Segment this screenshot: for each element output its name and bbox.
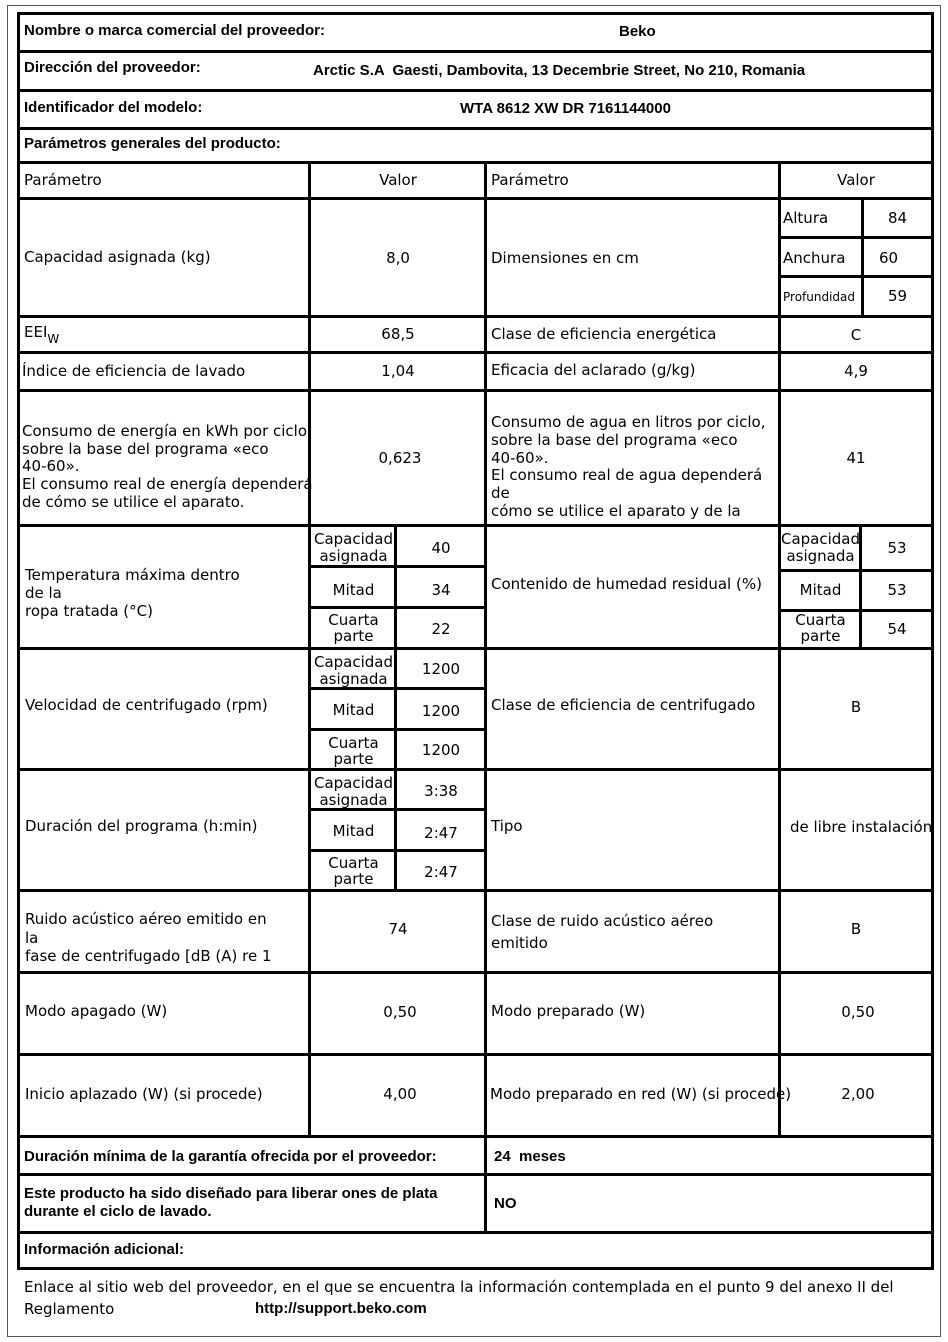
- grid-line: [17, 1231, 934, 1234]
- water-consumption-value: 41: [846, 449, 866, 467]
- grid-line: [778, 236, 934, 239]
- grid-line: [17, 1053, 934, 1056]
- address-label: Dirección del proveedor:: [24, 59, 201, 76]
- spin-quarter-value: 1200: [421, 741, 461, 759]
- spin-quarter-label: Cuarta parte: [328, 734, 379, 768]
- duration-half-label: Mitad: [332, 822, 375, 840]
- warranty-label: Duración mínima de la garantía ofrecida por el proveedor:: [24, 1148, 437, 1165]
- grid-line: [308, 849, 487, 852]
- model-label: Identificador del modelo:: [24, 99, 203, 116]
- temperature-quarter-label: Cuarta parte: [328, 611, 379, 645]
- energy-class-value: C: [850, 326, 862, 344]
- type-value: de libre instalación: [790, 818, 933, 836]
- column-header-param-left: Parámetro: [24, 171, 102, 189]
- width-label: Anchura: [783, 249, 846, 267]
- supplier-link-description: Enlace al sitio web del proveedor, en el que se encuentra la información contemplada en el punto 9 del anexo II del: [24, 1278, 894, 1296]
- moisture-quarter-value: 54: [887, 620, 907, 638]
- grid-line: [778, 161, 781, 1138]
- network-standby-value: 2,00: [841, 1085, 875, 1103]
- duration-rated-value: 3:38: [424, 782, 458, 800]
- grid-line: [17, 647, 934, 650]
- capacity-value: 8,0: [386, 249, 410, 267]
- grid-line: [308, 161, 311, 1138]
- spin-rated-label: Capacidad asignada: [313, 653, 394, 688]
- grid-line: [17, 12, 20, 1270]
- noise-class-label: Clase de ruido acústico aéreo emitido: [491, 912, 714, 952]
- temperature-half-label: Mitad: [332, 581, 375, 599]
- grid-line: [17, 1173, 934, 1176]
- spin-half-label: Mitad: [332, 701, 375, 719]
- standby-mode-label: Modo preparado (W): [491, 1002, 646, 1020]
- noise-label: Ruido acústico aéreo emitido en la fase de centrifugado [dB (A) re 1: [25, 910, 272, 965]
- noise-value: 74: [388, 920, 408, 938]
- spin-half-value: 1200: [421, 702, 461, 720]
- grid-line: [308, 606, 487, 609]
- duration-rated-label: Capacidad asignada: [313, 774, 394, 809]
- supplier-website-link[interactable]: http://support.beko.com: [255, 1300, 427, 1317]
- width-value: 60: [879, 249, 899, 267]
- grid-line: [778, 569, 934, 572]
- duration-quarter-label: Cuarta parte: [328, 854, 379, 888]
- grid-line: [308, 565, 487, 568]
- wash-index-value: 1,04: [381, 362, 415, 380]
- water-consumption-label: Consumo de agua en litros por ciclo, sobre la base del programa «eco 40-60». El consumo real de agua dependerá de cómo se utilice el aparato y de la: [491, 413, 766, 520]
- spin-class-value: B: [850, 698, 862, 716]
- duration-label: Duración del programa (h:min): [25, 817, 258, 835]
- grid-line: [931, 12, 934, 1270]
- spin-speed-label: Velocidad de centrifugado (rpm): [25, 696, 268, 714]
- temperature-rated-value: 40: [431, 539, 451, 557]
- type-label: Tipo: [491, 817, 523, 835]
- off-mode-value: 0,50: [383, 1003, 417, 1021]
- spin-rated-value: 1200: [421, 660, 461, 678]
- grid-line: [17, 524, 934, 527]
- grid-line: [17, 12, 934, 15]
- column-header-value-right: Valor: [837, 171, 875, 189]
- grid-line: [17, 1267, 934, 1270]
- wash-index-label: Índice de eficiencia de lavado: [22, 362, 246, 380]
- delay-start-label: Inicio aplazado (W) (si procede): [25, 1085, 263, 1103]
- grid-line: [308, 728, 487, 731]
- grid-line: [778, 275, 934, 278]
- grid-line: [17, 389, 934, 392]
- rinse-label: Eficacia del aclarado (g/kg): [491, 361, 696, 379]
- column-header-param-right: Parámetro: [491, 171, 569, 189]
- grid-line: [17, 161, 934, 164]
- energy-consumption-value: 0,623: [378, 449, 422, 467]
- moisture-rated-value: 53: [887, 539, 907, 557]
- dimensions-label: Dimensiones en cm: [491, 249, 639, 267]
- grid-line: [17, 50, 934, 53]
- height-value: 84: [887, 209, 908, 227]
- network-standby-label: Modo preparado en red (W) (si procede): [490, 1085, 792, 1103]
- moisture-quarter-label: Cuarta parte: [795, 611, 846, 645]
- temperature-quarter-value: 22: [431, 620, 451, 638]
- standby-mode-value: 0,50: [841, 1003, 875, 1021]
- grid-line: [17, 1135, 934, 1138]
- params-title: Parámetros generales del producto:: [24, 135, 281, 152]
- energy-class-label: Clase de eficiencia energética: [491, 325, 717, 343]
- grid-line: [17, 889, 934, 892]
- moisture-label: Contenido de humedad residual (%): [491, 575, 762, 593]
- grid-line: [484, 161, 487, 1234]
- additional-info-label: Información adicional:: [24, 1241, 185, 1258]
- off-mode-label: Modo apagado (W): [25, 1002, 168, 1020]
- noise-class-value: B: [850, 920, 862, 938]
- moisture-rated-label: Capacidad asignada: [780, 530, 861, 565]
- grid-line: [17, 768, 934, 771]
- supplier-link-description-end: Reglamento: [24, 1300, 115, 1318]
- depth-value: 59: [887, 287, 908, 305]
- column-header-value-left: Valor: [379, 171, 417, 189]
- energy-consumption-label: Consumo de energía en kWh por ciclo, sobre la base del programa «eco 40-60». El consumo real de energía dependerá de cómo se utilice el aparato.: [22, 422, 313, 511]
- grid-line: [17, 127, 934, 130]
- temperature-half-value: 34: [431, 581, 451, 599]
- grid-line: [17, 971, 934, 974]
- grid-line: [17, 351, 934, 354]
- moisture-half-value: 53: [887, 581, 907, 599]
- delay-start-value: 4,00: [383, 1085, 417, 1103]
- grid-line: [17, 315, 934, 318]
- supplier-value: Beko: [619, 23, 656, 40]
- spin-class-label: Clase de eficiencia de centrifugado: [491, 696, 756, 714]
- address-value: Arctic S.A Gaesti, Dambovita, 13 Decembrie Street, No 210, Romania: [313, 62, 806, 79]
- temperature-label: Temperatura máxima dentro de la ropa tratada (°C): [25, 566, 240, 620]
- grid-line: [17, 197, 934, 200]
- height-label: Altura: [783, 209, 829, 227]
- silver-ions-label: Este producto ha sido diseñado para liberar ones de plata durante el ciclo de lavado.: [24, 1185, 438, 1220]
- temperature-rated-label: Capacidad asignada: [313, 530, 394, 565]
- rinse-value: 4,9: [844, 362, 868, 380]
- supplier-label: Nombre o marca comercial del proveedor:: [24, 22, 325, 39]
- model-value: WTA 8612 XW DR 7161144000: [460, 100, 671, 117]
- duration-quarter-value: 2:47: [424, 863, 458, 881]
- capacity-label: Capacidad asignada (kg): [24, 248, 211, 266]
- eei-value: 68,5: [381, 325, 415, 343]
- moisture-half-label: Mitad: [799, 581, 842, 599]
- eei-label: $EEI_W$: [24, 323, 60, 346]
- warranty-value: 24 meses: [494, 1148, 566, 1165]
- depth-label: Profundidad: [783, 290, 856, 304]
- grid-line: [17, 89, 934, 92]
- duration-half-value: 2:47: [424, 824, 458, 842]
- silver-ions-value: NO: [494, 1195, 517, 1212]
